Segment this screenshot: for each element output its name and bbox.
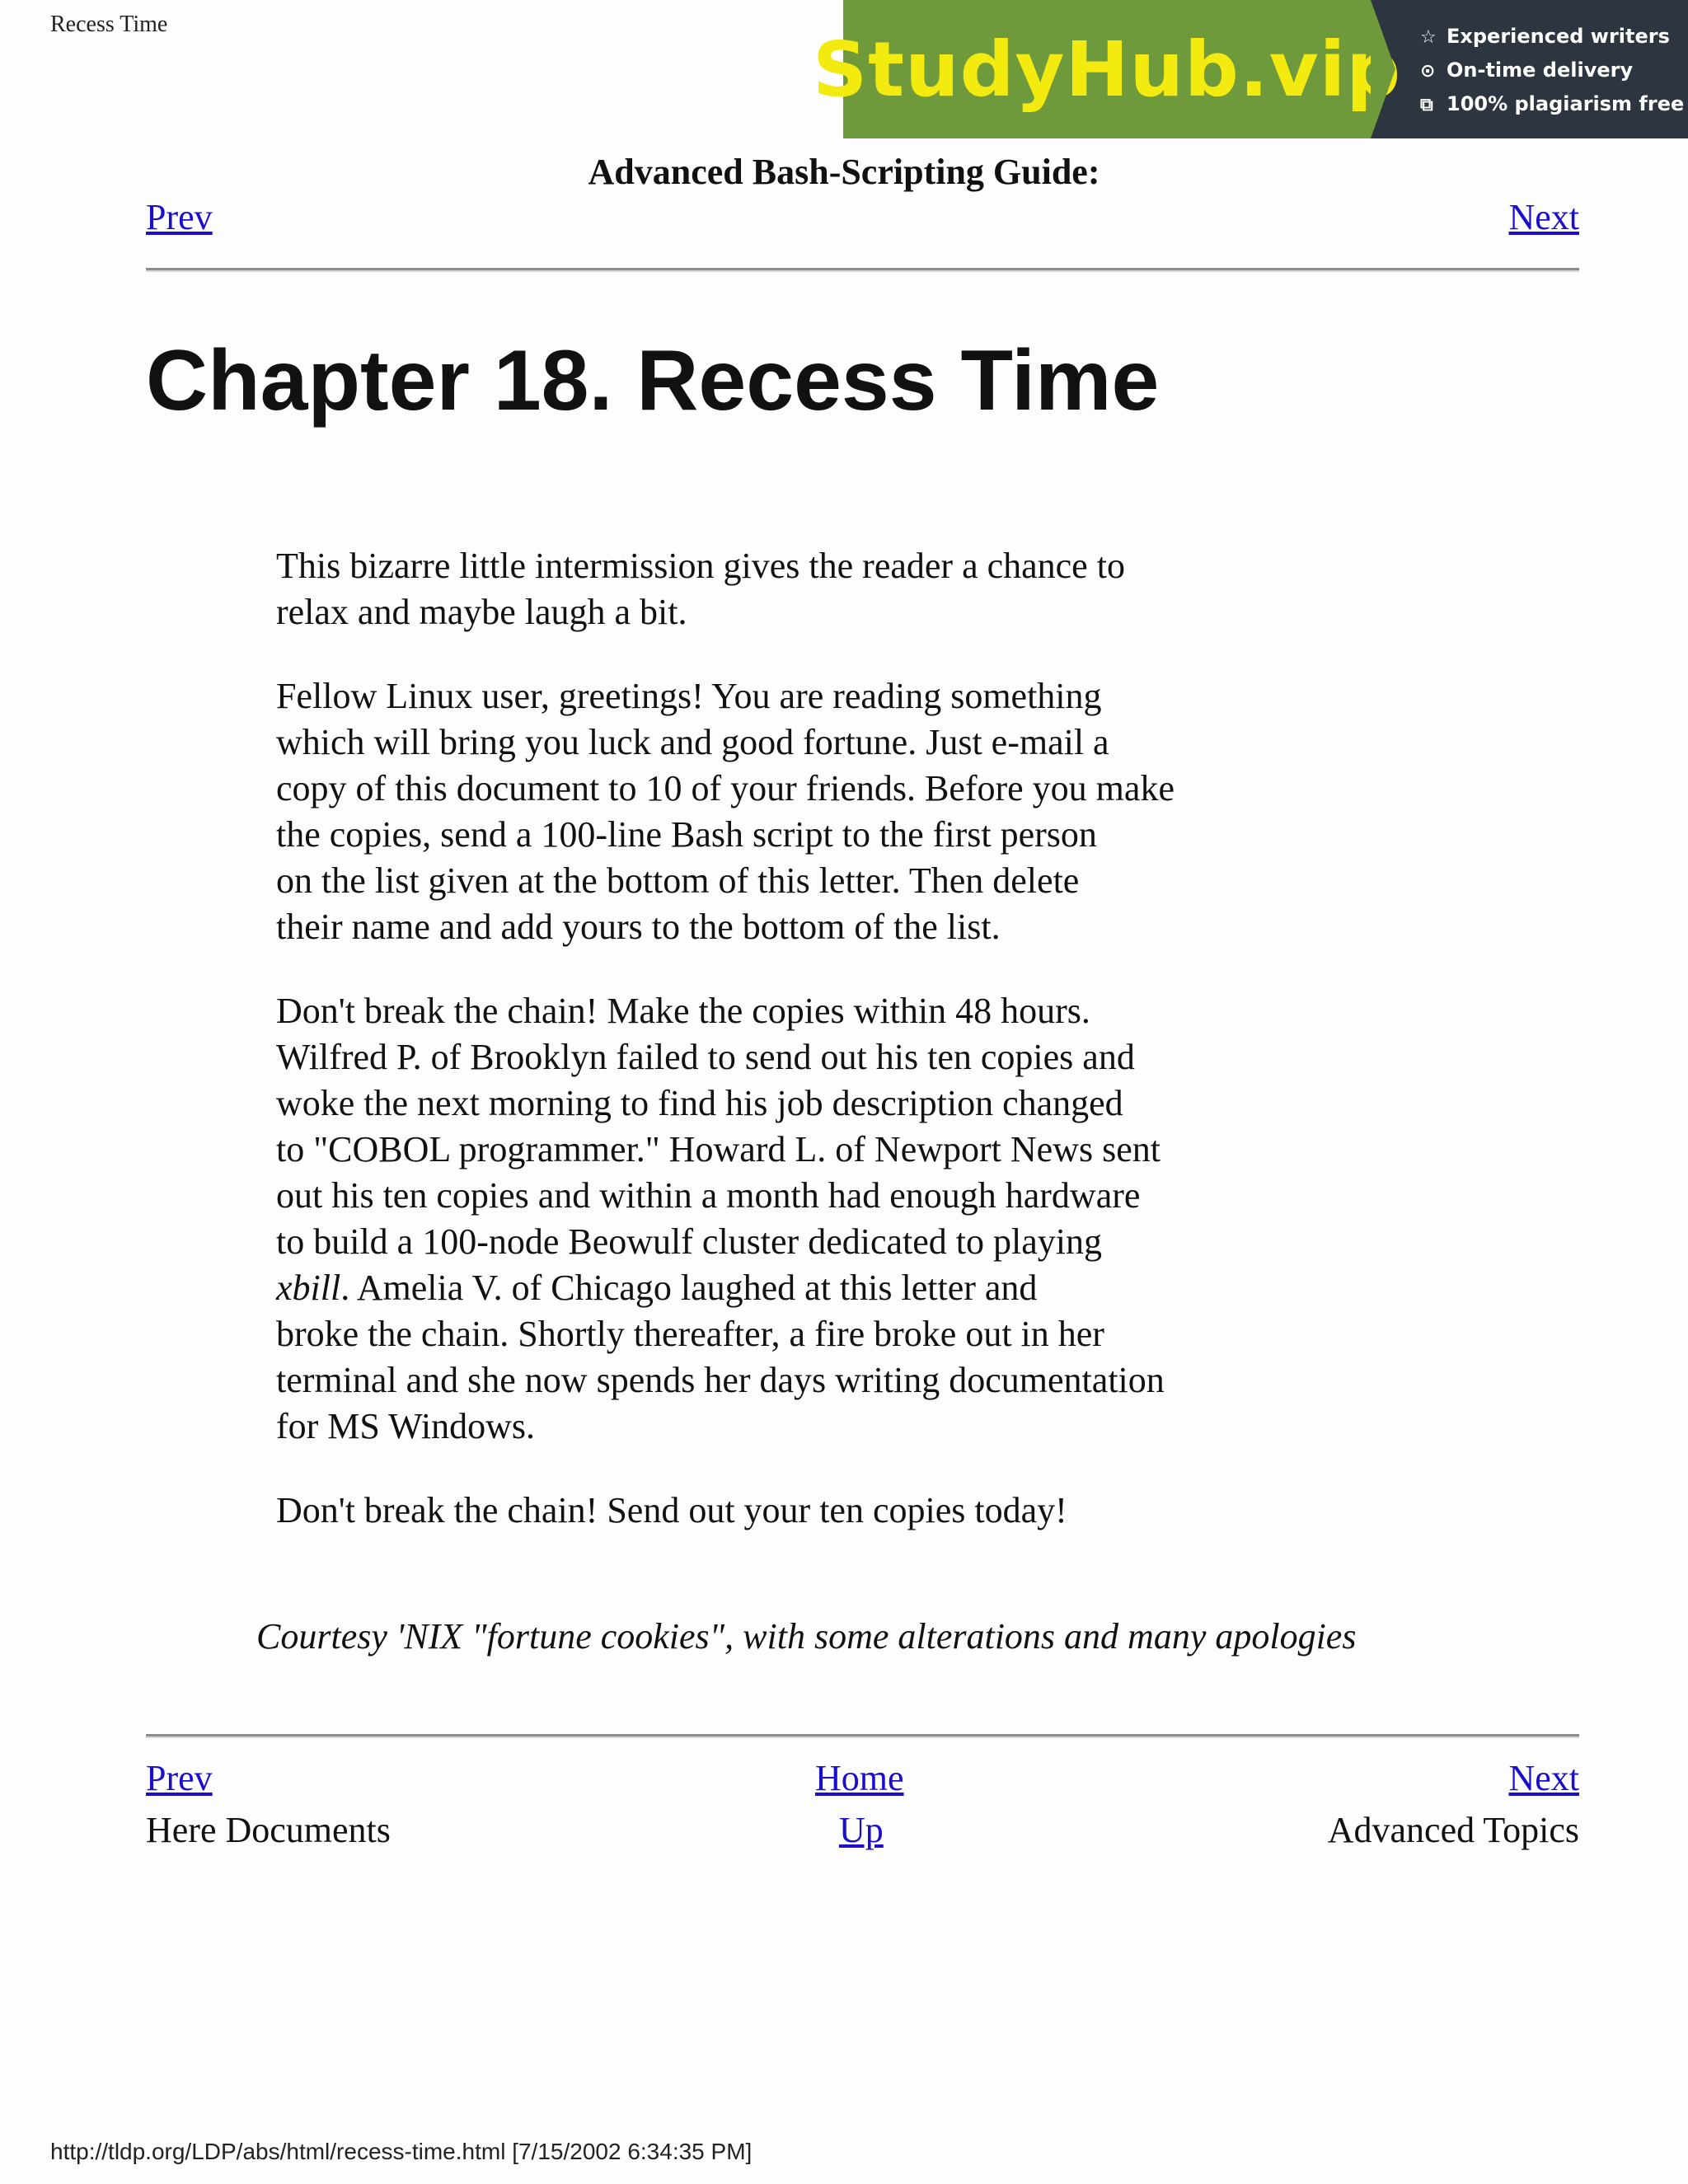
ad-feature-label: 100% plagiarism free <box>1447 92 1685 115</box>
quote-line: on the list given at the bottom of this letter. Then delete <box>276 860 1080 901</box>
home-link[interactable]: Home <box>815 1758 904 1798</box>
quote-line: out his ten copies and within a month had enough hardware <box>276 1175 1141 1216</box>
copy-icon: ⧉ <box>1420 95 1433 115</box>
quote-line: relax and maybe laugh a bit. <box>276 592 687 632</box>
quote-line <box>276 1265 1249 1311</box>
quote-paragraph <box>276 673 1249 950</box>
quote-line: Don't break the chain! Send out your ten copies today! <box>276 1490 1067 1530</box>
quote-line: for MS Windows. <box>276 1406 535 1446</box>
ad-brand-panel[interactable] <box>812 0 1402 138</box>
clock-icon: ⊙ <box>1420 61 1436 82</box>
quote-paragraph <box>276 543 1249 635</box>
prev-link-bottom[interactable]: Prev <box>146 1758 213 1798</box>
ad-feature-item <box>1420 20 1688 54</box>
prev-link-top[interactable]: Prev <box>146 197 213 237</box>
next-link-top[interactable]: Next <box>1508 197 1579 237</box>
ad-brand-logo[interactable]: StudyHub.vip <box>812 25 1402 114</box>
quote-line: to build a 100-node Beowulf cluster dedicated to playing <box>276 1221 1102 1262</box>
ad-feature-item <box>1420 87 1688 121</box>
quote-line: terminal and she now spends her days writing documentation <box>276 1360 1165 1400</box>
quote-line: copy of this document to 10 of your friends. Before you make <box>276 768 1175 808</box>
up-link[interactable]: Up <box>839 1810 884 1850</box>
print-header-title: Recess Time <box>50 12 168 37</box>
quote-line: Don't break the chain! Make the copies within 48 hours. <box>276 991 1090 1031</box>
quote-line: the copies, send a 100-line Bash script to the first person <box>276 814 1097 855</box>
quote-paragraph <box>276 1488 1249 1534</box>
next-page-title: Advanced Topics <box>1327 1810 1579 1850</box>
prev-page-title: Here Documents <box>146 1810 391 1850</box>
quote-text: . Amelia V. of Chicago laughed at this letter and <box>340 1268 1038 1308</box>
ad-feature-item <box>1420 54 1688 87</box>
quote-attribution: Courtesy 'NIX "fortune cookies", with some alterations and many apologies <box>256 1616 1357 1657</box>
ad-feature-list <box>1371 0 1688 138</box>
quote-line: their name and add yours to the bottom of the list. <box>276 907 1001 947</box>
quote-line: to "COBOL programmer." Howard L. of Newport News sent <box>276 1129 1160 1169</box>
ad-feature-label: Experienced writers <box>1447 25 1670 48</box>
footer-divider <box>146 1734 1579 1738</box>
quote-paragraph <box>276 988 1249 1450</box>
next-link-bottom[interactable]: Next <box>1508 1758 1579 1798</box>
quote-line: woke the next morning to find his job description changed <box>276 1083 1123 1123</box>
xbill-emphasis: xbill <box>276 1268 341 1308</box>
ad-feature-label: On-time delivery <box>1447 59 1634 82</box>
guide-title: Advanced Bash-Scripting Guide: <box>588 152 1100 192</box>
quote-line: broke the chain. Shortly thereafter, a fire broke out in her <box>276 1314 1104 1354</box>
quote-line: This bizarre little intermission gives the reader a chance to <box>276 546 1125 586</box>
ad-banner[interactable] <box>812 0 1688 138</box>
print-footer-url: http://tldp.org/LDP/abs/html/recess-time.html [7/15/2002 6:34:35 PM] <box>50 2139 753 2164</box>
chain-letter-quote <box>276 543 1249 1572</box>
chapter-title: Chapter 18. Recess Time <box>146 333 1160 429</box>
header-divider <box>146 268 1579 272</box>
quote-line: which will bring you luck and good fortune. Just e-mail a <box>276 722 1109 762</box>
star-icon: ☆ <box>1420 27 1437 48</box>
quote-line: Wilfred P. of Brooklyn failed to send out his ten copies and <box>276 1037 1135 1077</box>
quote-line: Fellow Linux user, greetings! You are reading something <box>276 676 1102 716</box>
